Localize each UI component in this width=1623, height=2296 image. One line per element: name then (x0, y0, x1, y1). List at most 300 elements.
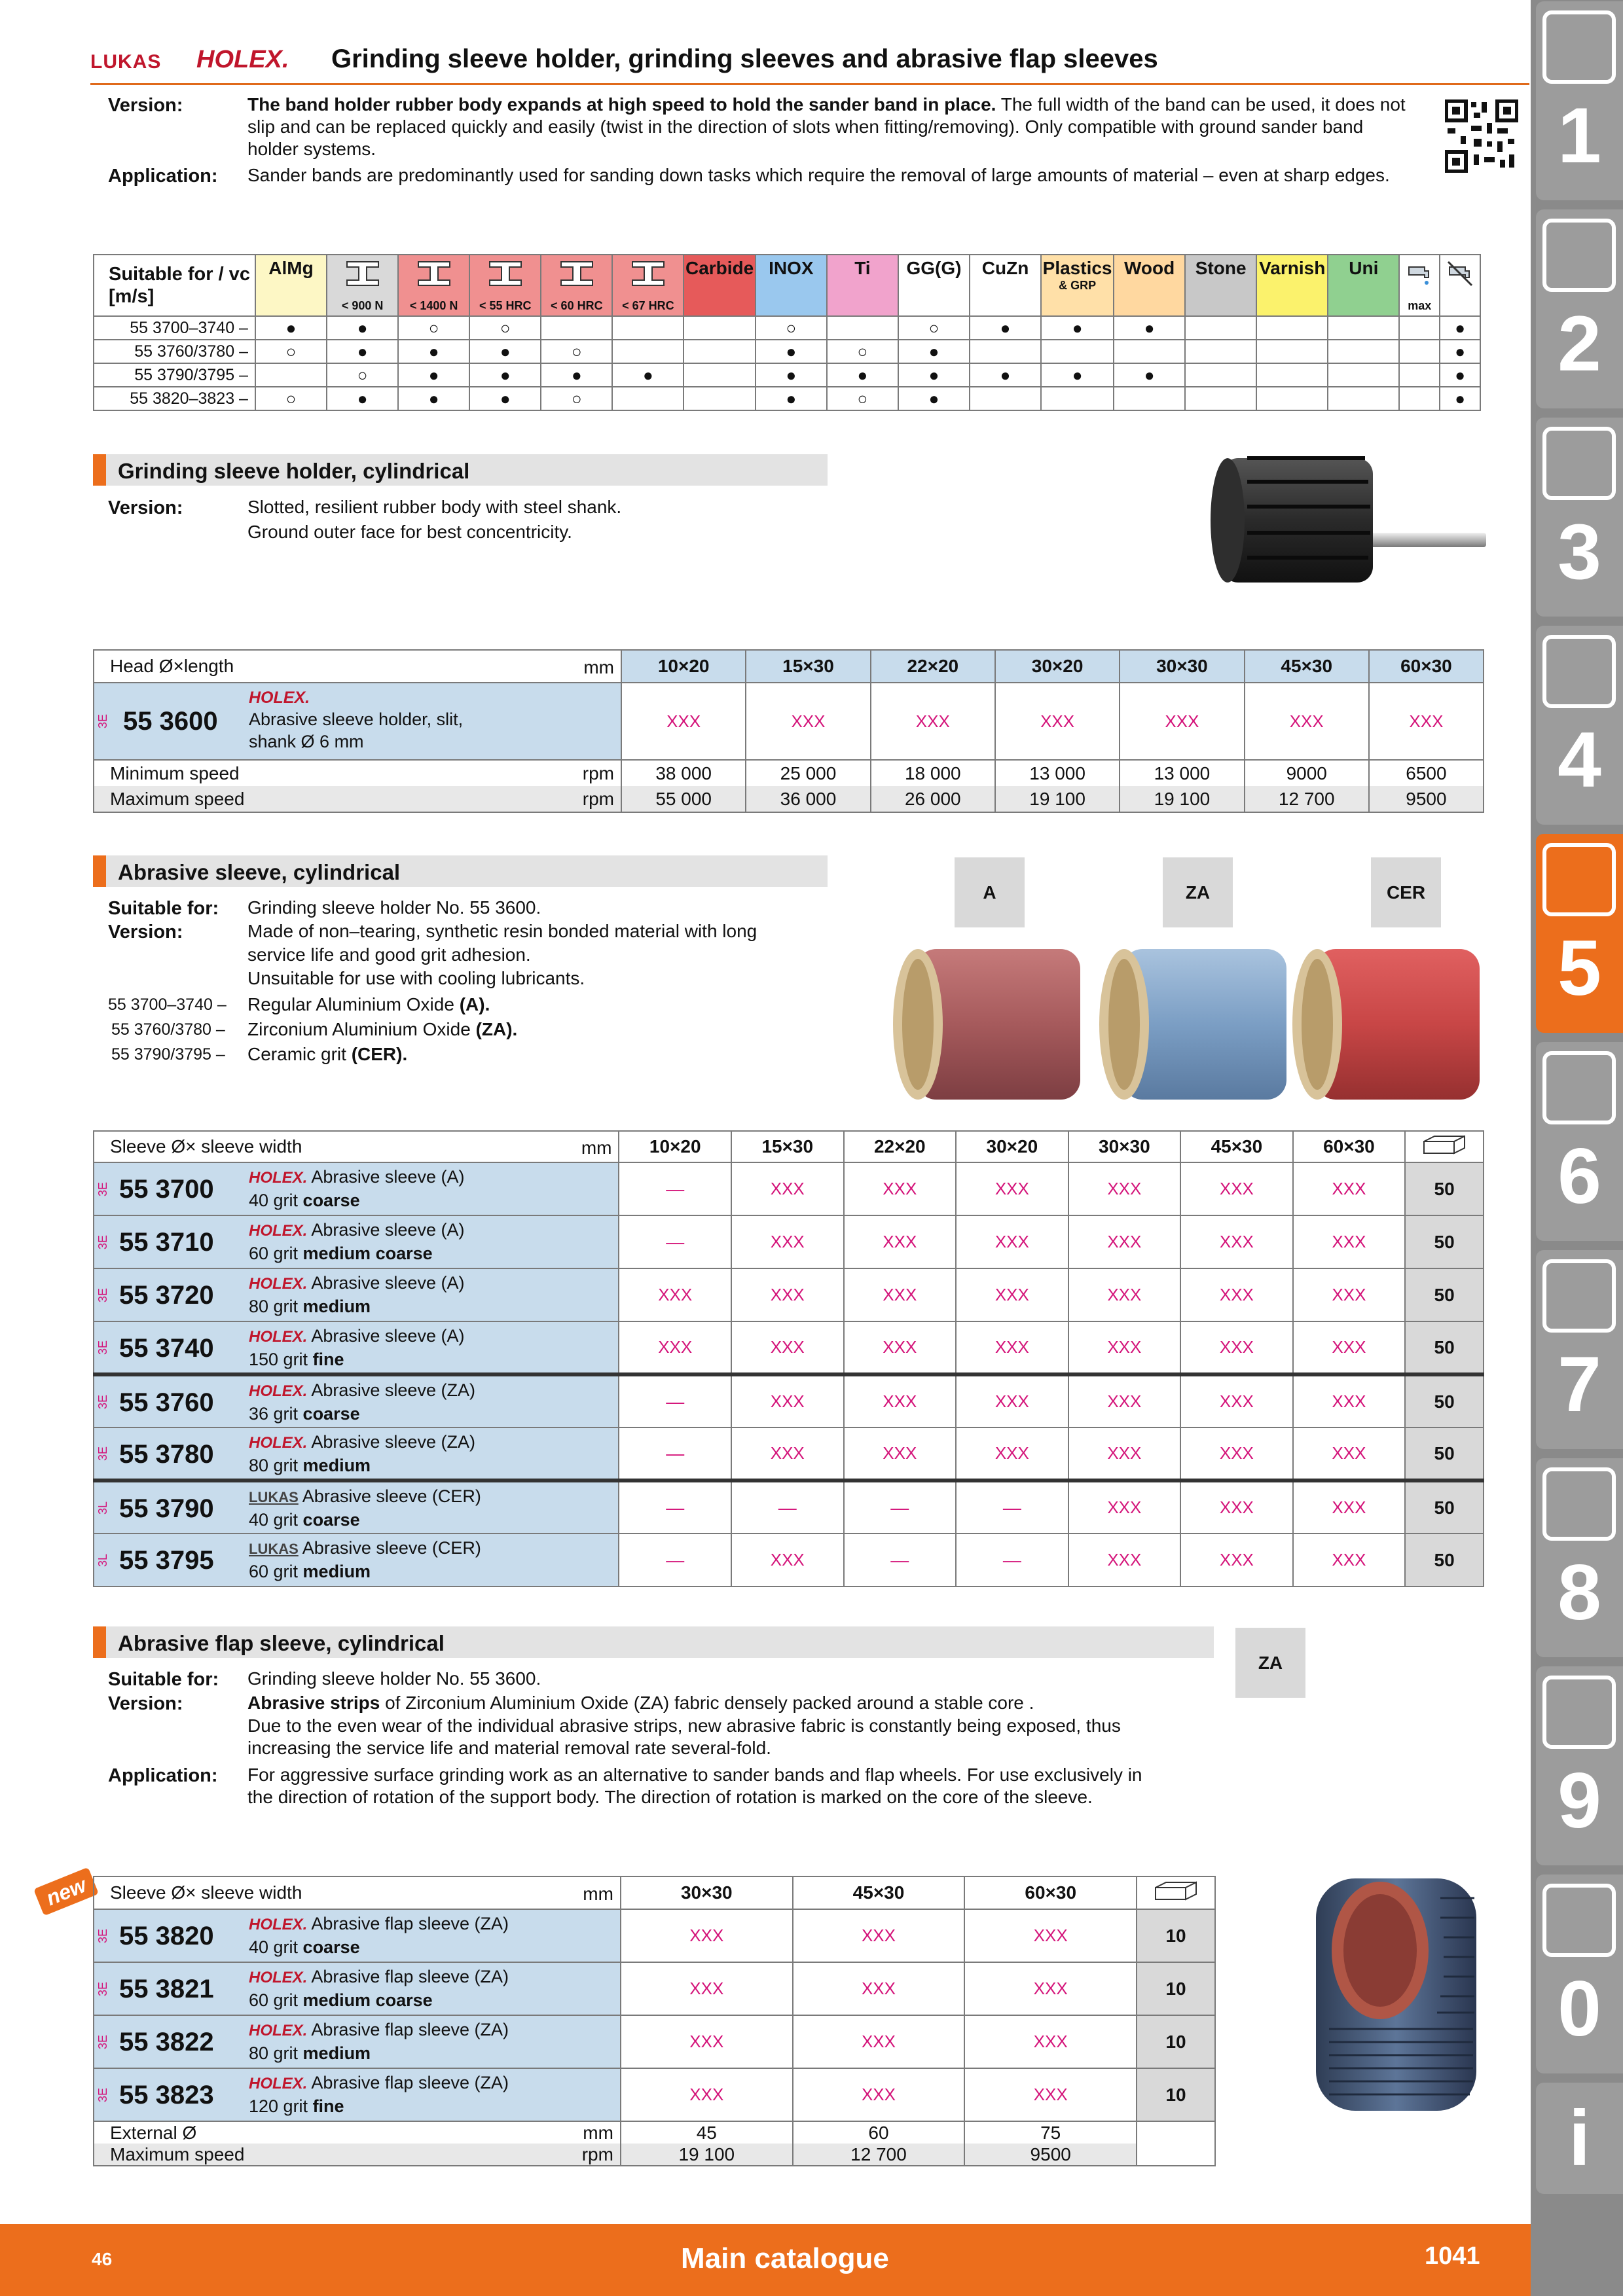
sleeve-grit-range-1: 55 3760/3780 – (111, 1020, 225, 1039)
holder-table-head-row (94, 650, 1484, 683)
steel-beam-icon (629, 259, 668, 288)
holder-max-6: 9500 (1369, 786, 1484, 812)
steel-beam-icon (557, 259, 596, 288)
pack-qty: 50 (1405, 1534, 1484, 1587)
holder-size-1: 15×30 (746, 650, 870, 683)
article-number: 55 3760 (119, 1388, 214, 1417)
suitability-cell (1399, 316, 1440, 340)
pack-qty: 50 (1405, 1480, 1484, 1534)
sleeve-version-line-3: Unsuitable for use with cooling lubricants. (247, 968, 585, 988)
flap-ext-1: 60 (793, 2121, 965, 2144)
article-number: 55 3710 (119, 1228, 214, 1257)
article-cell (94, 2015, 621, 2068)
suitability-cell (1399, 387, 1440, 410)
sleeve-grit-desc-1: Zirconium Aluminium Oxide (247, 1019, 476, 1039)
article-grit: 150 grit (249, 1350, 313, 1369)
holder-price-3: XXX (995, 683, 1120, 760)
holder-max-4: 19 100 (1120, 786, 1244, 812)
sleeve-table-head-row (94, 1131, 1484, 1162)
price-cell: XXX (964, 1909, 1137, 1962)
suitability-cell: ● (541, 363, 612, 387)
suitability-cell: ○ (756, 316, 827, 340)
article-grit-class: medium (302, 1297, 371, 1316)
price-cell: — (619, 1162, 731, 1215)
sleeve-grit-range-0: 55 3700–3740 – (108, 996, 227, 1014)
tab-number: 0 (1558, 1965, 1601, 2053)
article-desc: Abrasive flap sleeve (ZA) (311, 1914, 509, 1933)
suitability-cell (1328, 387, 1399, 410)
article-desc: Abrasive sleeve (A) (311, 1273, 465, 1293)
flap-head-label (94, 1876, 621, 1909)
table-row (94, 2068, 1215, 2121)
tab-chapter-i[interactable] (1536, 2083, 1623, 2194)
suitability-cell (684, 316, 755, 340)
article-grit-class: medium (302, 2043, 371, 2063)
package-icon (1405, 1131, 1484, 1162)
sleeve-grit-code-0: (A). (459, 994, 490, 1014)
article-grit-class: coarse (302, 1191, 360, 1210)
price-cell: XXX (731, 1215, 844, 1268)
article-cell (94, 1162, 619, 1215)
tab-chapter-2[interactable] (1536, 209, 1623, 408)
holder-price-6: XXX (1369, 683, 1484, 760)
suitability-cell: ○ (541, 340, 612, 363)
tab-number: 1 (1558, 92, 1601, 179)
suitability-col-1 (327, 255, 398, 316)
article-grit: 80 grit (249, 1297, 303, 1316)
price-cell: XXX (844, 1321, 957, 1374)
coolant-tap-icon (1405, 259, 1434, 288)
article-number: 55 3740 (119, 1334, 214, 1363)
suitability-col-11 (1041, 255, 1114, 316)
tab-number: 4 (1558, 716, 1601, 804)
flap-table (93, 1876, 1216, 2166)
suitability-cell (684, 363, 755, 387)
article-number: 55 3823 (119, 2081, 214, 2109)
pack-qty: 50 (1405, 1215, 1484, 1268)
flap-suitable-label: Suitable for: (108, 1669, 219, 1690)
article-grit-class: medium (302, 1456, 371, 1475)
article-code: 3E (96, 1394, 109, 1409)
suitability-cell (255, 363, 327, 387)
holder-article-row (94, 683, 1484, 760)
article-desc: Abrasive sleeve (A) (311, 1220, 465, 1240)
flap-size-0: 30×30 (621, 1876, 793, 1909)
tab-number: 2 (1558, 300, 1601, 387)
cabinet-icon (1542, 1676, 1616, 1749)
suitability-cell: ● (1114, 363, 1185, 387)
price-cell: XXX (793, 1909, 965, 1962)
table-row (94, 1162, 1484, 1215)
article-cell (94, 1534, 619, 1587)
holder-max-3: 19 100 (995, 786, 1120, 812)
price-cell: XXX (731, 1427, 844, 1480)
price-cell: XXX (956, 1374, 1068, 1427)
article-cell (94, 1374, 619, 1427)
price-cell: XXX (1068, 1321, 1181, 1374)
suitability-cell (1328, 340, 1399, 363)
suitability-cell: ● (327, 340, 398, 363)
flap-application-label: Application: (108, 1765, 218, 1786)
suitability-col-16 (1399, 255, 1440, 316)
price-cell: XXX (619, 1268, 731, 1321)
sleeve-grit-desc-0: Regular Aluminium Oxide (247, 994, 460, 1014)
chapter-tab-bar (1531, 0, 1623, 2296)
holder-version-label: Version: (108, 497, 183, 518)
sleeve-a-image (893, 949, 1080, 1100)
suitability-row (94, 387, 1480, 410)
flap-max-label-text: Maximum speed (110, 2144, 245, 2164)
holder-price-2: XXX (871, 683, 995, 760)
sleeve-za-image (1099, 949, 1286, 1100)
holder-size-5: 45×30 (1245, 650, 1369, 683)
tool-holder-icon (1542, 427, 1616, 500)
pack-qty: 50 (1405, 1321, 1484, 1374)
sleeve-head-label-text: Sleeve Ø× sleeve width (110, 1136, 302, 1157)
image-label-za: ZA (1163, 857, 1233, 927)
flap-ext-unit: mm (583, 2123, 613, 2143)
article-number: 55 3700 (119, 1175, 214, 1204)
suitability-row (94, 316, 1480, 340)
suitability-cell: ● (970, 316, 1041, 340)
suitability-cell: ● (1440, 363, 1480, 387)
suitability-cell: ● (898, 387, 970, 410)
article-desc: Abrasive flap sleeve (ZA) (311, 2020, 509, 2039)
price-cell: XXX (1180, 1374, 1293, 1427)
price-cell: XXX (1068, 1374, 1181, 1427)
holder-min-1: 25 000 (746, 760, 870, 786)
price-cell: — (619, 1534, 731, 1587)
tab-chapter-7[interactable] (1536, 1250, 1623, 1449)
sleeve-holder-image (1208, 452, 1489, 589)
price-cell: XXX (1068, 1162, 1181, 1215)
holder-min-label-text: Minimum speed (110, 762, 240, 783)
grinding-disc-icon (1542, 843, 1616, 916)
row-brand: HOLEX. (249, 1382, 308, 1400)
price-cell: XXX (1293, 1480, 1406, 1534)
price-cell: XXX (956, 1321, 1068, 1374)
table-row (94, 1268, 1484, 1321)
suitability-cell (1256, 340, 1328, 363)
price-cell: XXX (1180, 1215, 1293, 1268)
tab-chapter-8[interactable] (1536, 1458, 1623, 1657)
article-grit: 40 grit (249, 1510, 303, 1530)
article-desc: Abrasive sleeve (ZA) (311, 1432, 475, 1452)
article-grit-class: medium coarse (302, 1244, 433, 1263)
page-title: Grinding sleeve holder, grinding sleeves and abrasive flap sleeves (331, 45, 1158, 73)
row-brand: HOLEX. (249, 1328, 308, 1346)
suitability-cell: ● (612, 363, 684, 387)
suitability-col-7 (756, 255, 827, 316)
price-cell: XXX (1293, 1321, 1406, 1374)
suitability-cell: ● (398, 363, 469, 387)
suitability-cell: ● (469, 363, 541, 387)
price-cell: XXX (964, 1962, 1137, 2015)
package-icon (1137, 1876, 1215, 1909)
suitability-cell: ● (756, 363, 827, 387)
suitability-cell (1185, 363, 1256, 387)
sleeve-table (93, 1130, 1484, 1587)
price-cell: XXX (1293, 1268, 1406, 1321)
flap-empty-cell (1137, 2121, 1215, 2166)
tab-number: 6 (1558, 1132, 1601, 1220)
suitability-cell: ● (327, 387, 398, 410)
sleeve-grit-code-2: (CER). (351, 1044, 408, 1064)
new-badge (33, 1867, 99, 1916)
tab-chapter-1[interactable] (1536, 1, 1623, 200)
suitability-row-label: 55 3790/3795 – (94, 363, 255, 387)
article-code: 3E (96, 1928, 109, 1943)
image-label-flap-za: ZA (1235, 1628, 1305, 1698)
holder-article-brand: HOLEX. (249, 689, 310, 707)
table-row (94, 2015, 1215, 2068)
suitability-col-label-13: Stone (1195, 258, 1247, 278)
suitability-cell: ● (469, 387, 541, 410)
footer-page-left: 46 (92, 2249, 113, 2269)
intro-version-label: Version: (108, 95, 183, 116)
price-cell: XXX (1068, 1534, 1181, 1587)
table-row (94, 1321, 1484, 1374)
table-row (94, 1480, 1484, 1534)
table-row (94, 1374, 1484, 1427)
holex-logo: HOLEX. (196, 46, 289, 73)
section-sleeve-header (93, 855, 828, 887)
suitability-col-4 (541, 255, 612, 316)
price-cell: XXX (964, 2015, 1137, 2068)
tab-number: 8 (1558, 1549, 1601, 1636)
article-grit: 36 grit (249, 1404, 303, 1424)
flap-application-line-2: the direction of rotation of the support body. The direction of rotation is marked on the core of the sleeve. (247, 1787, 1093, 1807)
intro-version-bold: The band holder rubber body expands at high speed to hold the sander band in place. (247, 94, 996, 115)
pack-qty: 10 (1137, 2068, 1215, 2121)
article-cell (94, 1215, 619, 1268)
article-code: 3L (96, 1501, 109, 1515)
suitability-cell: ● (756, 387, 827, 410)
suitability-col-label-8: Ti (854, 258, 871, 278)
price-cell: XXX (731, 1162, 844, 1215)
article-grit-class: fine (312, 2096, 344, 2116)
article-desc: Abrasive sleeve (A) (311, 1326, 465, 1346)
section-holder-title: Grinding sleeve holder, cylindrical (118, 459, 470, 483)
pack-qty: 50 (1405, 1268, 1484, 1321)
suitability-col-label-7: INOX (769, 258, 814, 278)
sleeve-size-5: 45×30 (1180, 1131, 1293, 1162)
price-cell: XXX (1180, 1534, 1293, 1587)
pack-qty: 10 (1137, 2015, 1215, 2068)
flap-max-label (94, 2144, 621, 2166)
suitability-col-label-5: < 67 HRC (622, 299, 674, 312)
price-cell: XXX (621, 1909, 793, 1962)
tab-chapter-4[interactable] (1536, 626, 1623, 825)
sleeve-size-0: 10×20 (619, 1131, 731, 1162)
price-cell: — (956, 1480, 1068, 1534)
suitability-cell (1256, 363, 1328, 387)
article-code: 3E (96, 1340, 109, 1355)
article-code: 3E (96, 1234, 109, 1249)
suitability-cell (1256, 387, 1328, 410)
price-cell: XXX (956, 1215, 1068, 1268)
measuring-icon (1542, 635, 1616, 708)
article-desc: Abrasive flap sleeve (ZA) (311, 1967, 509, 1986)
sleeve-suitable-label: Suitable for: (108, 898, 219, 919)
price-cell: XXX (731, 1534, 844, 1587)
suitability-cell: ● (327, 316, 398, 340)
suitability-cell: ○ (398, 316, 469, 340)
article-grit: 80 grit (249, 2043, 303, 2063)
article-grit: 40 grit (249, 1191, 303, 1210)
suitability-col-15 (1328, 255, 1399, 316)
suitability-cell (612, 340, 684, 363)
flap-version-bold: Abrasive strips (247, 1693, 380, 1713)
flap-max-unit: rpm (581, 2144, 613, 2164)
price-cell: XXX (1068, 1480, 1181, 1534)
flap-ext-label-text: External Ø (110, 2122, 197, 2143)
holder-min-5: 9000 (1245, 760, 1369, 786)
row-brand: HOLEX. (249, 1222, 308, 1240)
suitability-col-label-15: Uni (1349, 258, 1379, 278)
tab-chapter-0[interactable] (1536, 1874, 1623, 2073)
row-brand: LUKAS (249, 1489, 299, 1505)
tab-chapter-3[interactable] (1536, 418, 1623, 617)
sleeve-size-4: 30×30 (1068, 1131, 1181, 1162)
suitability-col-label-4: < 60 HRC (551, 299, 603, 312)
article-desc: Abrasive sleeve (A) (311, 1167, 465, 1187)
row-brand: LUKAS (249, 1541, 299, 1557)
suitability-col-14 (1256, 255, 1328, 316)
tab-chapter-5[interactable] (1536, 834, 1623, 1033)
tab-number: 3 (1558, 508, 1601, 596)
article-code: 3E (96, 1287, 109, 1302)
sleeve-grit-text-1 (247, 1018, 517, 1041)
row-brand: HOLEX. (249, 2022, 308, 2039)
article-number: 55 3821 (119, 1975, 214, 2003)
row-brand: HOLEX. (249, 1275, 308, 1293)
price-cell: XXX (621, 1962, 793, 2015)
row-brand: HOLEX. (249, 2075, 308, 2092)
price-cell: — (844, 1534, 957, 1587)
pack-qty: 50 (1405, 1427, 1484, 1480)
suitability-table (93, 254, 1481, 411)
flap-size-1: 45×30 (793, 1876, 965, 1909)
sleeve-version-line-2: service life and good grit adhesion. (247, 944, 531, 965)
price-cell: XXX (619, 1321, 731, 1374)
suitability-cell (1399, 340, 1440, 363)
section-sleeve-title: Abrasive sleeve, cylindrical (118, 860, 401, 884)
price-cell: XXX (1068, 1427, 1181, 1480)
article-cell (94, 1909, 621, 1962)
article-number: 55 3790 (119, 1494, 214, 1523)
suitability-row-label: 55 3700–3740 – (94, 316, 255, 340)
price-cell: XXX (731, 1268, 844, 1321)
article-grit: 60 grit (249, 1562, 303, 1581)
suitability-cell (1399, 363, 1440, 387)
table-row (94, 1909, 1215, 1962)
suitability-col-label-6: Carbide (685, 258, 754, 278)
holder-version-line-2: Ground outer face for best concentricity. (247, 522, 572, 542)
price-cell: — (956, 1534, 1068, 1587)
pack-qty: 50 (1405, 1374, 1484, 1427)
article-code: 3E (96, 1181, 109, 1196)
holder-min-6: 6500 (1369, 760, 1484, 786)
holder-article-line-2: shank Ø 6 mm (249, 732, 364, 751)
tab-chapter-6[interactable] (1536, 1042, 1623, 1241)
article-number: 55 3780 (119, 1440, 214, 1469)
suitability-col-label-2: < 1400 N (409, 299, 458, 312)
flap-version-rest: of Zirconium Aluminium Oxide (ZA) fabric densely packed around a stable core . (380, 1693, 1034, 1713)
suitability-cell (1185, 387, 1256, 410)
holder-price-1: XXX (746, 683, 870, 760)
suitability-cell (970, 387, 1041, 410)
article-grit: 60 grit (249, 1990, 303, 2010)
suitability-col-8 (827, 255, 898, 316)
article-cell (94, 1480, 619, 1534)
tab-number: 5 (1558, 924, 1601, 1012)
section-flap-header (93, 1626, 1214, 1658)
suitability-cell: ○ (255, 387, 327, 410)
sleeve-cer-image (1292, 949, 1480, 1100)
holder-head-label-text: Head Ø×length (110, 656, 234, 676)
holder-max-1: 36 000 (746, 786, 870, 812)
lukas-logo: LUKAS (90, 51, 162, 73)
holder-min-2: 18 000 (871, 760, 995, 786)
holder-article-line-1: Abrasive sleeve holder, slit, (249, 709, 464, 729)
article-cell (94, 2068, 621, 2121)
section-flap-title: Abrasive flap sleeve, cylindrical (118, 1631, 445, 1655)
holder-max-5: 12 700 (1245, 786, 1369, 812)
suitability-cell: ○ (255, 340, 327, 363)
flap-version-line-2: increasing the service life and material removal rate several-fold. (247, 1738, 771, 1758)
row-brand: HOLEX. (249, 1969, 308, 1986)
sleeve-size-6: 60×30 (1293, 1131, 1406, 1162)
suitability-cell: ● (1041, 316, 1114, 340)
suitability-cell (1114, 387, 1185, 410)
price-cell: — (619, 1480, 731, 1534)
price-cell: XXX (1293, 1427, 1406, 1480)
flap-ext-2: 75 (964, 2121, 1137, 2144)
article-number: 55 3795 (119, 1546, 214, 1575)
tab-chapter-9[interactable] (1536, 1666, 1623, 1865)
suitability-cell: ● (398, 387, 469, 410)
suitability-col-17 (1440, 255, 1480, 316)
suitability-header-label: Suitable for / vc [m/s] (94, 255, 255, 316)
sleeve-size-3: 30×20 (956, 1131, 1068, 1162)
price-cell: XXX (1293, 1374, 1406, 1427)
holder-article-number: 55 3600 (123, 707, 218, 736)
suitability-cell: ● (827, 363, 898, 387)
suitability-col-label-12: Wood (1123, 258, 1175, 278)
tab-number: 7 (1558, 1340, 1601, 1428)
suitability-row-label: 55 3760/3780 – (94, 340, 255, 363)
price-cell: XXX (1068, 1215, 1181, 1268)
suitability-cell: ● (398, 340, 469, 363)
article-grit-class: coarse (302, 1937, 360, 1957)
flap-max-1: 12 700 (793, 2144, 965, 2166)
intro-version-text (247, 94, 1413, 160)
abrasive-sleeve-images (890, 942, 1486, 1106)
price-cell: XXX (793, 1962, 965, 2015)
suitability-col-label-16: max (1408, 299, 1432, 312)
suitability-col-13 (1185, 255, 1256, 316)
price-cell: XXX (844, 1268, 957, 1321)
suitability-cell: ● (1041, 363, 1114, 387)
suitability-cell (684, 340, 755, 363)
sleeve-version-line-1: Made of non–tearing, synthetic resin bonded material with long (247, 921, 757, 941)
price-cell: — (619, 1427, 731, 1480)
price-cell: XXX (956, 1268, 1068, 1321)
flap-max-2: 9500 (964, 2144, 1137, 2166)
suitability-cell (612, 316, 684, 340)
article-cell (94, 1268, 619, 1321)
